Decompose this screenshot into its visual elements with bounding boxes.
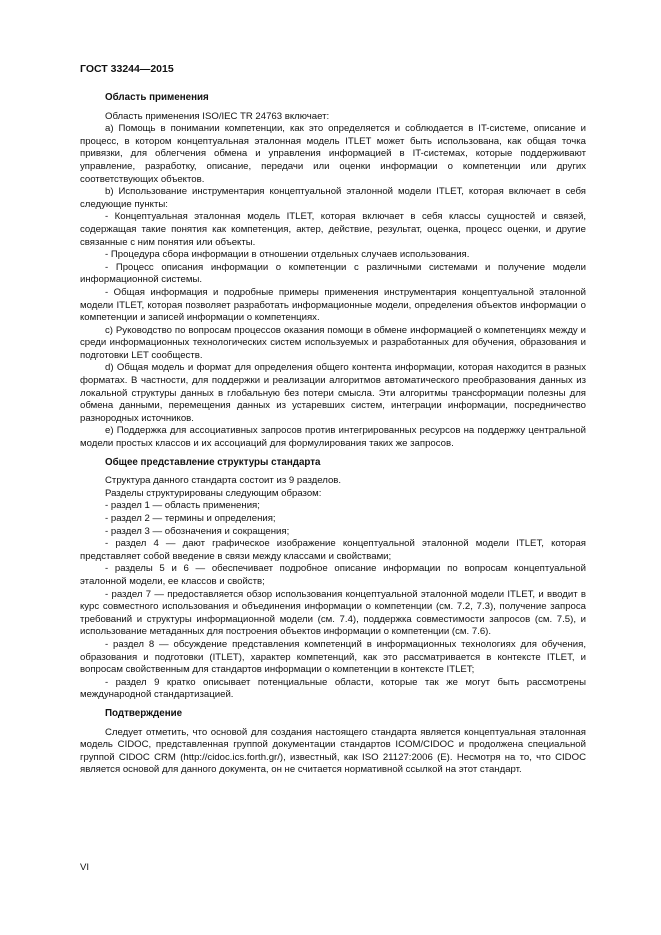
- paragraph: - раздел 4 — дают графическое изображение концептуальной эталонной модели ITLET, которая представляет собой введение в связи между классами и свойствами;: [80, 538, 586, 562]
- document-body: [80, 92, 586, 777]
- paragraph: - раздел 1 — область применения;: [105, 500, 260, 512]
- paragraph: - Процедура сбора информации в отношении отдельных случаев использования.: [105, 249, 470, 261]
- section-heading-structure: Общее представление структуры стандарта: [105, 456, 321, 468]
- paragraph: - раздел 7 — предоставляется обзор использования концептуальной эталонной модели ITLET, и вводит в курс совместного использования и объединения информации о компетенции (см. 7.2, 7.3), получение запроса требований и структуры информационной модели (см. 7.4), поддержка совместимости запросов (см. 7.5), и использование метаданных для построения объектов информации о компетенции (см. 7.6).: [80, 588, 586, 638]
- section-heading-acknowledgement: Подтверждение: [105, 707, 183, 719]
- paragraph: Область применения ISO/IEC TR 24763 включает:: [105, 110, 330, 122]
- page-number: VI: [80, 862, 90, 873]
- document-id: ГОСТ 33244—2015: [80, 63, 174, 75]
- paragraph: с) Руководство по вопросам процессов оказания помощи в обмене информацией о компетенциях между и среди информационных технологических систем используемых и разработанных для обучения, образования и подготовки LET сообществ.: [80, 324, 586, 361]
- paragraph: - раздел 8 — обсуждение представления компетенций в информационных технологиях для обучения, образования и подготовки (ITLET), характер компетенций, как это рассматривается в контексте ITLET, и вопросам свойственным для стандартов информации о компетенции в контексте ITLET;: [80, 638, 586, 676]
- paragraph: Разделы структурированы следующим образом:: [105, 487, 322, 499]
- paragraph: - Концептуальная эталонная модель ITLET, которая включает в себя классы сущностей и связей, содержащая такие понятия как компетенция, актер, действие, результат, оценка, процесс оценки, и другие связанные с ним понятия или объекты.: [80, 211, 586, 248]
- paragraph: е) Поддержка для ассоциативных запросов против интегрированных ресурсов на поддержку центральной модели простых классов и их ассоциаций для формулирования таких же запросов.: [80, 425, 586, 450]
- paragraph: а) Помощь в понимании компетенции, как это определяется и соблюдается в IT-системе, описание и процесс, в котором концептуальная эталонная модель ITLET может быть использована, как общая точка привязки, для облегчения обмена и управления информацией в IT-системах, которые поддерживают управление, разработку, описание, передачи или оценки информации о компетенции или других соответствующих объектов.: [80, 123, 586, 185]
- paragraph: - раздел 9 кратко описывает потенциальные области, которые так же могут быть рассмотрены международной стандартизацией.: [80, 676, 586, 701]
- section-heading-scope: Область применения: [105, 92, 209, 103]
- paragraph: Структура данного стандарта состоит из 9 разделов.: [105, 475, 342, 487]
- paragraph: - Процесс описания информации о компетенции с различными системами и получение модели информационной системы.: [80, 261, 586, 286]
- paragraph: - Общая информация и подробные примеры применения инструментария концептуальной эталонной модели ITLET, которая позволяет разработать информационные модели, определения объектов информации о компетенции и записей информации о компетенциях.: [80, 286, 586, 324]
- paragraph: - раздел 2 — термины и определения;: [105, 513, 276, 524]
- paragraph: b) Использование инструментария концептуальной эталонной модели ITLET, которая включает в себя следующие пункты:: [80, 186, 586, 210]
- paragraph: - раздел 3 — обозначения и сокращения;: [105, 525, 290, 537]
- paragraph: Следует отметить, что основой для создания настоящего стандарта является концептуальная эталонная модель CIDOC, представленная группой документации стандартов ICOM/CIDOC и продолжена специальной группой CIDOC CRM (http://cidoc.ics.forth.gr/), известный, как ISO 21127:2006 (E). Несмотря на то, что CIDOC является основой для данного документа, он не считается нормативной ссылкой на этот стандарт.: [80, 726, 586, 776]
- paragraph: - разделы 5 и 6 — обеспечивает подробное описание информации по вопросам концептуальной эталонной модели, ее классов и свойств;: [80, 563, 586, 587]
- paragraph: d) Общая модель и формат для определения общего контента информации, которая находится в разных форматах. В частности, для поддержки и реализации алгоритмов автоматического преобразования данных из локальной структуры данных в глобальную без потери смысла. Эти алгоритмы трансформации полезны для обмена данными, перемещения данных из устаревших систем, интеграции информации, посредничество разнородных источников.: [80, 362, 586, 424]
